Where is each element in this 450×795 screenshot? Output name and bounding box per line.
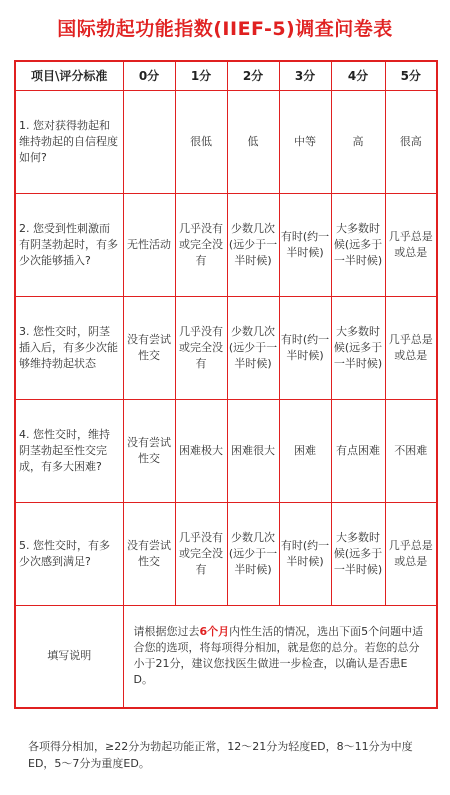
- table-header-row: [15, 61, 437, 90]
- score-cell: 无性活动: [123, 193, 175, 296]
- iief-table: [14, 60, 438, 709]
- header-cell: 4分: [331, 61, 385, 90]
- score-cell: 少数几次(远少于一半时候): [227, 296, 279, 399]
- score-cell: 少数几次(远少于一半时候): [227, 193, 279, 296]
- page-title: 国际勃起功能指数(IIEF-5)调查问卷表: [57, 18, 393, 40]
- table-row: [15, 399, 437, 502]
- score-cell: 高: [331, 90, 385, 193]
- header-cell: 1分: [175, 61, 227, 90]
- table-row: [15, 502, 437, 605]
- question-cell: 1. 您对获得勃起和维持勃起的自信程度如何?: [15, 90, 123, 193]
- score-cell: 困难: [279, 399, 331, 502]
- table-row: [15, 193, 437, 296]
- score-cell: 有时(约一半时候): [279, 296, 331, 399]
- instructions-row: [15, 605, 437, 708]
- header-cell: 0分: [123, 61, 175, 90]
- score-cell: 几乎没有或完全没有: [175, 296, 227, 399]
- question-cell: 3. 您性交时，阴茎插入后，有多少次能够维持勃起状态: [15, 296, 123, 399]
- score-cell: 有点困难: [331, 399, 385, 502]
- header-cell: 项目\评分标准: [15, 61, 123, 90]
- score-cell: 几乎总是或总是: [385, 502, 437, 605]
- score-cell: 中等: [279, 90, 331, 193]
- header-cell: 5分: [385, 61, 437, 90]
- score-cell: 少数几次(远少于一半时候): [227, 502, 279, 605]
- question-cell: 4. 您性交时，维持阴茎勃起至性交完成，有多大困难?: [15, 399, 123, 502]
- score-cell: 很低: [175, 90, 227, 193]
- instructions-text-before: 请根据您过去: [133, 625, 200, 639]
- score-cell: 不困难: [385, 399, 437, 502]
- question-cell: 2. 您受到性刺激而有阴茎勃起时，有多少次能够插入?: [15, 193, 123, 296]
- score-cell: 有时(约一半时候): [279, 502, 331, 605]
- score-cell: 大多数时候(远多于一半时候): [331, 193, 385, 296]
- score-cell: 困难很大: [227, 399, 279, 502]
- score-cell: 困难极大: [175, 399, 227, 502]
- score-cell: 没有尝试性交: [123, 296, 175, 399]
- score-cell: 很高: [385, 90, 437, 193]
- table-row: [15, 90, 437, 193]
- score-cell: 几乎没有或完全没有: [175, 502, 227, 605]
- instructions-label: 填写说明: [15, 605, 123, 708]
- instructions-text-after: 内性生活的情况，选出下面5个问题中适合您的选项，将每项得分相加，就是您的总分。若您的总分小于21分，建议您找医生做进一步检查，以确认是否患ED。: [133, 625, 424, 687]
- score-cell: 有时(约一半时候): [279, 193, 331, 296]
- score-cell: 低: [227, 90, 279, 193]
- score-cell: 大多数时候(远多于一半时候): [331, 502, 385, 605]
- header-cell: 3分: [279, 61, 331, 90]
- score-cell: 几乎没有或完全没有: [175, 193, 227, 296]
- question-cell: 5. 您性交时，有多少次感到满足?: [15, 502, 123, 605]
- instructions-text: [123, 605, 437, 708]
- score-cell: [123, 90, 175, 193]
- instructions-highlight: 6个月: [199, 625, 230, 639]
- score-cell: 大多数时候(远多于一半时候): [331, 296, 385, 399]
- score-cell: 几乎总是或总是: [385, 193, 437, 296]
- table-row: [15, 296, 437, 399]
- score-cell: 没有尝试性交: [123, 399, 175, 502]
- score-cell: 几乎总是或总是: [385, 296, 437, 399]
- score-cell: 没有尝试性交: [123, 502, 175, 605]
- header-cell: 2分: [227, 61, 279, 90]
- scoring-footnote: 各项得分相加，≥22分为勃起功能正常，12～21分为轻度ED，8～11分为中度ED，5～7分为重度ED。: [28, 740, 413, 770]
